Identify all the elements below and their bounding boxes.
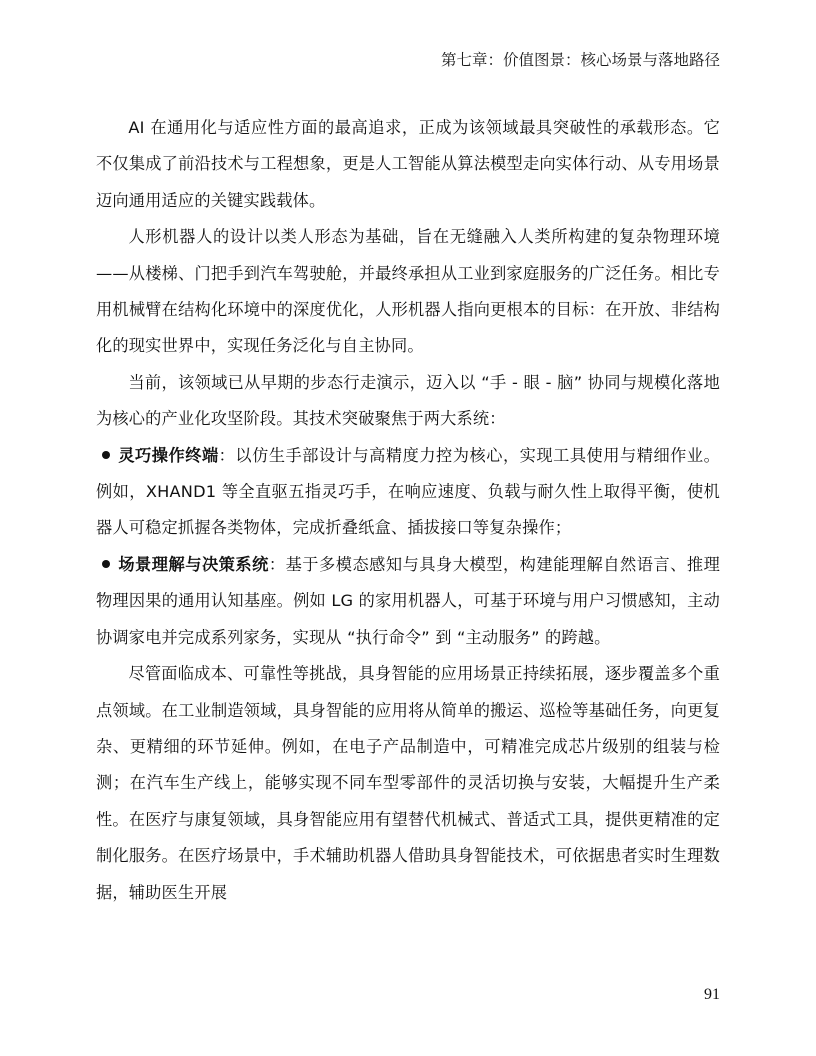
paragraph-humanoid-design: 人形机器人的设计以类人形态为基础，旨在无缝融入人类所构建的复杂物理环境——从楼梯、门把手到汽车驾驶舱，并最终承担从工业到家庭服务的广泛任务。相比专用机械臂在结构化环境中的深度优化，人形机器人指向更根本的目标：在开放、非结构化的现实世界中，实现任务泛化与自主协同。 (96, 227, 720, 356)
paragraph-current-stage: 当前，该领域已从早期的步态行走演示，迈入以 “手 - 眼 - 脑” 协同与规模化落地为核心的产业化攻坚阶段。其技术突破聚焦于两大系统： (96, 372, 720, 429)
bullet-term: 灵巧操作终端 (118, 445, 219, 465)
bullet-text: ：以仿生手部设计与高精度力控为核心，实现工具使用与精细作业。例如，XHAND1 等全直驱五指灵巧手，在响应速度、负载与耐久性上取得平衡，使机器人可稳定抓握各类物体，完成折叠纸盒、插拔接口等复杂操作； (96, 445, 720, 538)
bullet-scene-understanding (96, 547, 720, 656)
bullet-dexterous-manipulation (96, 438, 720, 547)
body-text (96, 110, 720, 911)
page-number: 91 (704, 986, 720, 1003)
bullet-term: 场景理解与决策系统 (118, 554, 269, 574)
chapter-header: 第七章：价值图景：核心场景与落地路径 (440, 51, 720, 69)
bullet-icon (102, 560, 110, 568)
paragraph-intro: AI 在通用化与适应性方面的最高追求，正成为该领域最具突破性的承载形态。它不仅集成了前沿技术与工程想象，更是人工智能从算法模型走向实体行动、从专用场景迈向通用适应的关键实践载体。 (96, 118, 720, 210)
bullet-text: ：基于多模态感知与具身大模型，构建能理解自然语言、推理物理因果的通用认知基座。例如 LG 的家用机器人，可基于环境与用户习惯感知，主动协调家电并完成系列家务，实现从 “执行命令” 到 “主动服务” 的跨越。 (96, 554, 720, 647)
paragraph-applications: 尽管面临成本、可靠性等挑战，具身智能的应用场景正持续拓展，逐步覆盖多个重点领域。在工业制造领域，具身智能的应用将从简单的搬运、巡检等基础任务，向更复杂、更精细的环节延伸。例如，在电子产品制造中，可精准完成芯片级别的组装与检测；在汽车生产线上，能够实现不同车型零部件的灵活切换与安装，大幅提升生产柔性。在医疗与康复领域，具身智能应用有望替代机械式、普适式工具，提供更精准的定制化服务。在医疗场景中，手术辅助机器人借助具身智能技术，可依据患者实时生理数据，辅助医生开展 (96, 664, 720, 902)
bullet-icon (102, 451, 110, 459)
